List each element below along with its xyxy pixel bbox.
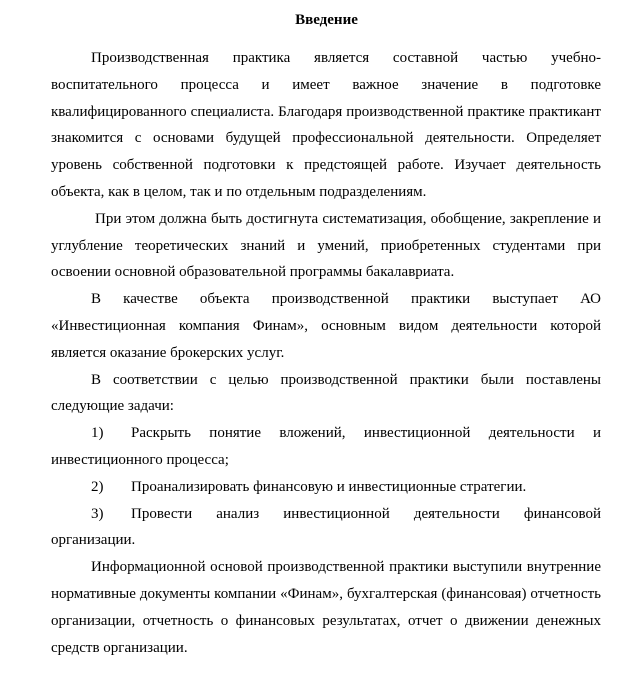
paragraph-intro: Производственная практика является составной частью учебно-воспитательного процесса и имеет важное значение в подготовке квалифицированного специалиста. Благодаря производственной практике практикант знакомится с основами будущей профессиональной деятельности. Определяет уровень собственной подготовки к предстоящей работе. Изучает деятельность объекта, как в целом, так и по отдельным подразделениям. [51,50,601,200]
list-item [51,474,601,501]
list-item-text: Раскрыть понятие вложений, инвестиционной деятельности и инвестиционного процесса; [51,425,601,468]
paragraph-information-basis: Информационной основой производственной практики выступили внутренние нормативные документы компании «Финам», бухгалтерская (финансовая) отчетность организации, отчетность о финансовых результатах, отчет о движении денежных средств организации. [51,559,601,656]
list-item [51,501,601,555]
list-item [51,420,601,474]
list-item-number: 1) [91,425,104,442]
paragraph-systematization: При этом должна быть достигнута систематизация, обобщение, закрепление и углубление теоретических знаний и умений, приобретенных студентами при освоении основной образовательной программы бакалавриата. [51,210,601,281]
list-item-text: Проанализировать финансовую и инвестиционные стратегии. [131,478,527,495]
list-item-number: 3) [91,505,104,522]
paragraph-object: В качестве объекта производственной практики выступает АО «Инвестиционная компания Финам», основным видом деятельности которой является оказание брокерских услуг. [51,291,601,361]
document-body [51,45,601,661]
document-title: Введение [295,12,358,28]
list-item-number: 2) [91,478,104,495]
list-item-text: Провести анализ инвестиционной деятельности финансовой организации. [51,505,601,549]
paragraph-tasks-intro: В соответствии с целью производственной практики были поставлены следующие задачи: [51,371,601,415]
